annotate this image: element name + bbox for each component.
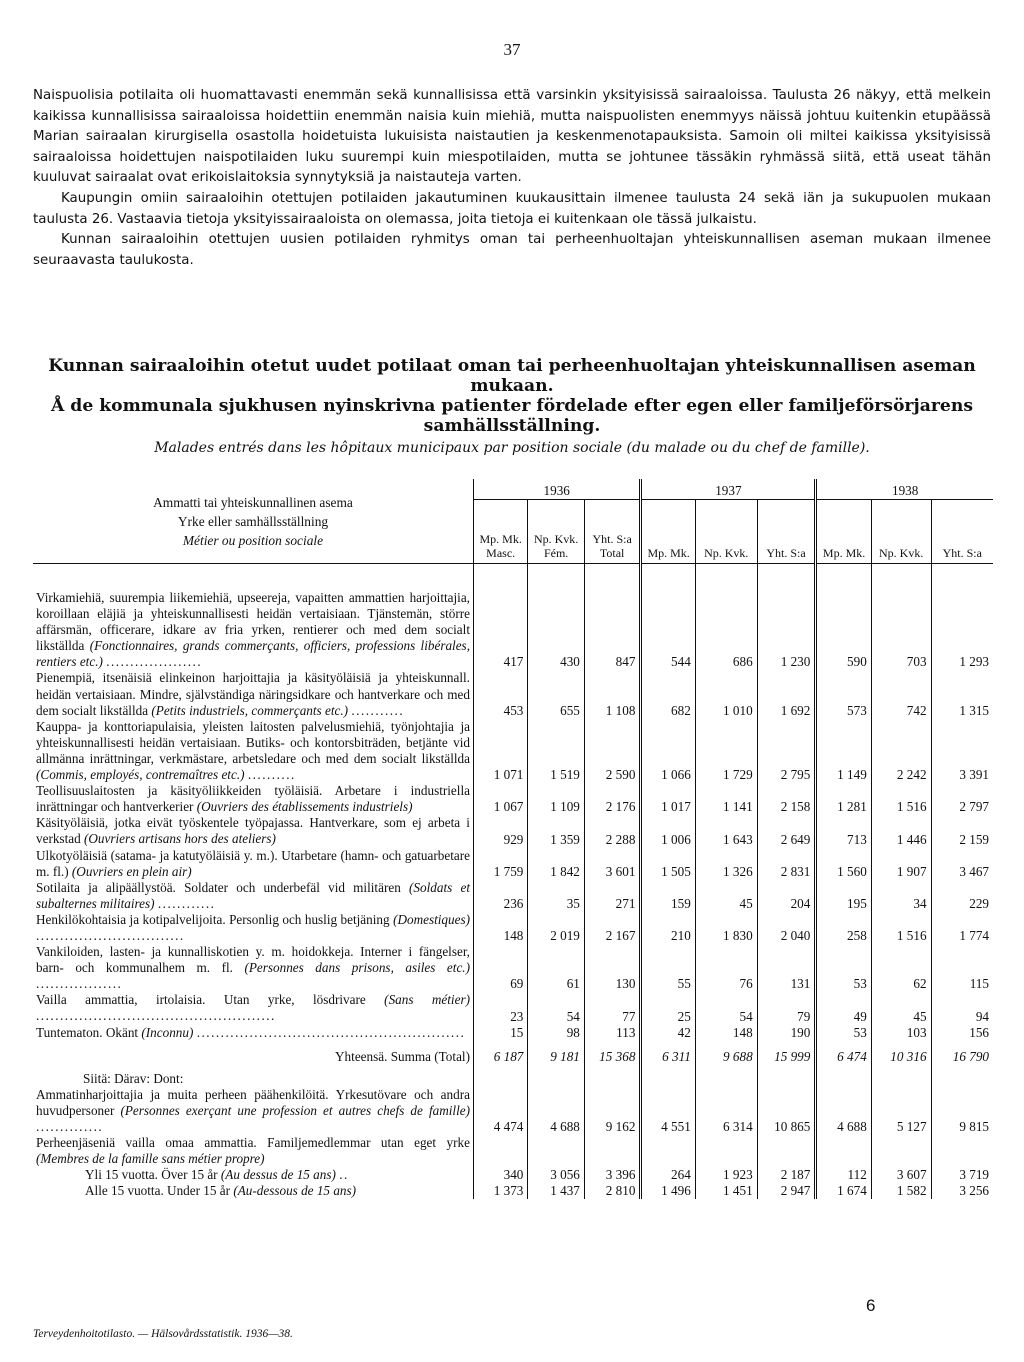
row-label — [33, 1025, 473, 1041]
value-cell: 61 — [528, 944, 585, 992]
spacer-cell — [528, 564, 585, 591]
value-cell: 55 — [641, 944, 695, 992]
header-label-sv: Yrke eller samhällsställning — [177, 513, 329, 529]
row-label-french: (Domestiques) — [393, 911, 470, 927]
subcolumn-header: Np. Kvk. Fém. — [528, 500, 585, 564]
page-number: 37 — [503, 40, 521, 59]
row-label-french: (Soldats et subalternes militaires) — [36, 879, 470, 911]
value-cell: 53 — [816, 1025, 871, 1041]
leader-dots: ........... — [351, 702, 405, 718]
value-cell: 655 — [528, 670, 585, 718]
value-cell: 1 923 — [695, 1167, 757, 1183]
row-label-french: (Personnes dans prisons, asiles etc.) — [244, 960, 470, 976]
subcolumn-header: Mp. Mk. Masc. — [473, 500, 527, 564]
value-cell: 148 — [473, 912, 527, 944]
value-cell: 1 560 — [816, 848, 871, 880]
value-cell: 69 — [473, 944, 527, 992]
row-label — [33, 944, 473, 992]
subset-row — [33, 1183, 993, 1199]
value-cell: 1 373 — [473, 1183, 527, 1199]
value-cell: 1 451 — [695, 1183, 757, 1199]
value-cell: 1 643 — [695, 815, 757, 847]
value-cell: 195 — [816, 880, 871, 912]
value-cell: 9 162 — [584, 1087, 641, 1135]
subcolumn-header: Yht. S:a Total — [584, 500, 641, 564]
value-cell: 23 — [473, 992, 527, 1024]
value-cell: 76 — [695, 944, 757, 992]
row-label-french: (Ouvriers en plein air) — [71, 863, 192, 879]
value-cell: 2 158 — [757, 783, 816, 815]
intro-paragraph-3: Kunnan sairaaloihin otettujen uusien potilaiden ryhmitys oman tai perheenhuoltajan yhteiskunnallisen aseman mukaan ilmenee seuraavasta taulukosta. — [33, 232, 991, 268]
header-label-cell — [33, 479, 473, 564]
row-label-french: (Au-dessous de 15 ans) — [233, 1183, 357, 1199]
value-cell: 590 — [816, 590, 871, 670]
value-cell: 204 — [757, 880, 816, 912]
table-row — [33, 880, 993, 912]
table-row — [33, 848, 993, 880]
value-cell — [816, 1135, 871, 1167]
value-cell: 79 — [757, 992, 816, 1024]
table-heading — [33, 356, 991, 458]
value-cell: 1 109 — [528, 783, 585, 815]
value-cell: 1 230 — [757, 590, 816, 670]
year-1938: 1938 — [816, 479, 993, 500]
row-label-text: Perheenjäseniä vailla omaa ammattia. Familjemedlemmar utan eget yrke — [36, 1135, 470, 1151]
value-cell: 264 — [641, 1167, 695, 1183]
value-cell: 5 127 — [871, 1087, 931, 1135]
value-cell: 1 066 — [641, 719, 695, 783]
value-cell: 3 256 — [959, 1183, 989, 1199]
value-cell: 340 — [473, 1167, 527, 1183]
year-1936: 1936 — [473, 479, 640, 500]
value-cell: 112 — [816, 1167, 871, 1183]
total-row — [33, 1041, 993, 1065]
heading-finnish: Kunnan sairaaloihin otetut uudet potilaat oman tai perheenhuoltajan yhteiskunnallisen aseman mukaan. — [48, 356, 976, 396]
value-cell: 2 649 — [757, 815, 816, 847]
value-cell — [584, 1135, 641, 1167]
value-cell: 54 — [695, 992, 757, 1024]
total-value-cell: 6 311 — [641, 1041, 695, 1065]
value-cell — [931, 1135, 993, 1167]
value-cell: 54 — [528, 992, 585, 1024]
value-cell — [641, 1135, 695, 1167]
total-value-cell: 15 999 — [757, 1041, 816, 1065]
leader-dots: .................. — [36, 976, 123, 992]
row-label — [33, 912, 473, 944]
value-cell: 94 — [975, 1008, 989, 1024]
value-cell: 1 674 — [816, 1183, 871, 1199]
value-cell — [473, 1135, 527, 1167]
row-label-text: Henkilökohtaisia ja kotipalvelijoita. Personlig och huslig betjäning — [36, 911, 390, 927]
value-cell: 847 — [584, 590, 641, 670]
value-cell: 229 — [969, 895, 989, 911]
row-label-text: Pienempiä, itsenäisiä elinkeinon harjoittajia ja käsityöläisiä ja yhteiskunnall. heidän vertaisiaan. Mindre, självständiga näringsidkare och hantverkare och med dem socialt likställda — [36, 670, 470, 718]
value-cell: 1 281 — [816, 783, 871, 815]
value-cell: 2 019 — [528, 912, 585, 944]
value-cell: 2 176 — [584, 783, 641, 815]
row-label-french: (Personnes exerçant une profession et autres chefs de famille) — [120, 1102, 470, 1118]
value-cell: 2 795 — [757, 719, 816, 783]
spacer-cell — [816, 564, 871, 591]
row-label-text: Vailla ammattia, irtolaisia. Utan yrke, lösdrivare — [36, 992, 366, 1008]
spacer-cell — [757, 564, 816, 591]
leader-dots: ........................................................ — [196, 1024, 466, 1040]
value-cell: 1 017 — [641, 783, 695, 815]
value-cell: 417 — [473, 590, 527, 670]
value-cell: 1 149 — [816, 719, 871, 783]
subset-empty-cell — [931, 1065, 993, 1087]
value-cell: 130 — [584, 944, 641, 992]
table-row — [33, 590, 993, 670]
value-cell: 258 — [816, 912, 871, 944]
table-row — [33, 719, 993, 783]
value-cell: 6 314 — [695, 1087, 757, 1135]
row-label-text: Alle 15 vuotta. Under 15 år — [85, 1183, 231, 1199]
leader-dots: ............ — [157, 895, 216, 911]
value-cell: 453 — [473, 670, 527, 718]
value-cell: 1 293 — [959, 654, 989, 670]
leader-dots: .......... — [247, 767, 296, 783]
row-label-text: Kauppa- ja konttoriapulaisia, yleisten laitosten palvelusmiehiä, työnjohtajia ja yhteiskunnallisesti heidän vertaisiaan. Butiks- och kontorsbiträden, betjänte vid allmänna inrättningar, verkmästare, arbetsledare och med dem socialt likställda — [36, 718, 470, 766]
row-label-french: (Petits industriels, commerçants etc.) — [151, 702, 349, 718]
value-cell: 1 446 — [871, 815, 931, 847]
subcolumn-header: Yht. S:a — [757, 500, 816, 564]
row-label-text: Virkamiehiä, suurempia liikemiehiä, upseereja, vapaitten ammattien harjoittajia, koroillaan eläjiä ja yhteiskunnallisesti heidän vertaisiaan. Tjänstemän, större affärsmän, officerare, idkare av fria yrken, rentierer och med dem socialt likställda — [36, 590, 470, 654]
subset-empty-cell — [757, 1065, 816, 1087]
value-cell: 98 — [528, 1025, 585, 1041]
value-cell: 1 519 — [528, 719, 585, 783]
row-label-french: (Sans métier) — [384, 992, 470, 1008]
row-label-french: (Au dessus de 15 ans) — [220, 1167, 336, 1183]
row-label-text: Sotilaita ja alipäällystöä. Soldater och underbefäl vid militären — [36, 879, 401, 895]
subset-row — [33, 1135, 993, 1167]
row-label — [33, 1167, 473, 1183]
row-label — [33, 1135, 473, 1167]
heading-swedish: Å de kommunala sjukhusen nyinskrivna patienter fördelade efter egen eller familjeförsörjarens samhällsställning. — [50, 396, 973, 436]
spacer-cell — [871, 564, 931, 591]
total-value-cell: 10 316 — [871, 1041, 931, 1065]
header-row-years — [33, 479, 993, 500]
value-cell — [528, 1135, 585, 1167]
subcolumn-header: Mp. Mk. — [816, 500, 871, 564]
value-cell: 103 — [871, 1025, 931, 1041]
row-label-text: Ammatinharjoittajia ja muita perheen päähenkilöitä. Yrkesutövare och andra huvudpersoner — [36, 1086, 470, 1118]
value-cell: 9 815 — [959, 1119, 989, 1135]
value-cell: 159 — [641, 880, 695, 912]
spacer-cell — [931, 564, 993, 591]
value-cell: 1 516 — [871, 912, 931, 944]
value-cell: 42 — [641, 1025, 695, 1041]
statistics-table — [33, 479, 993, 1199]
row-label — [33, 992, 473, 1024]
value-cell: 742 — [871, 670, 931, 718]
footer-sheet-number: 6 — [866, 1296, 876, 1315]
total-value-cell: 16 790 — [952, 1048, 989, 1064]
total-value-cell: 9 688 — [695, 1041, 757, 1065]
subset-empty-cell — [695, 1065, 757, 1087]
row-label-text: Vankiloiden, lasten- ja kunnalliskotien y. m. hoidokkeja. Interner i fängelser, barn- och kommunalhem m. fl. — [36, 944, 470, 976]
row-label — [33, 1183, 473, 1199]
total-value-cell: 15 368 — [584, 1041, 641, 1065]
value-cell: 4 551 — [641, 1087, 695, 1135]
subset-empty-cell — [584, 1065, 641, 1087]
row-label-french: (Commis, employés, contremaîtres etc.) — [36, 767, 245, 783]
value-cell: 115 — [969, 976, 989, 992]
subcolumn-header: Mp. Mk. — [641, 500, 695, 564]
table-row — [33, 944, 993, 992]
value-cell: 15 — [473, 1025, 527, 1041]
subcolumn-header: Np. Kvk. — [695, 500, 757, 564]
value-cell: 25 — [641, 992, 695, 1024]
value-cell: 682 — [641, 670, 695, 718]
row-label — [33, 1087, 473, 1135]
value-cell: 1 907 — [871, 848, 931, 880]
table-body — [33, 564, 993, 1200]
value-cell: 210 — [641, 912, 695, 944]
value-cell: 1 141 — [695, 783, 757, 815]
intro-paragraph-1: Naispuolisia potilaita oli huomattavasti enemmän sekä kunnallisissa että varsinkin yksityisissä sairaaloissa. Taulusta 26 näkyy, että melkein kaikissa kunnallisissa sairaaloissa hoidettiin enemmän naisia kuin miehiä, mutta naispuolisten enemmyys näissä johtuu kuitenkin etupäässä Marian sairaalan kirurgisella osastolla hoidetuista lukuisista naistautien ja keskenmenotapauksista. Samoin oli miltei kaikissa yksityisissä sairaaloissa hoidettujen naispotilaiden luku suurempi kuin miespotilaiden, mutta se johtunee tässäkin ryhmässä siitä, että useat tähän kuuluvat sairaalat ovat erikoislaitoksia synnytyksiä ja naistauteja varten. — [33, 88, 991, 186]
value-cell: 713 — [816, 815, 871, 847]
table-row — [33, 912, 993, 944]
value-cell: 2 167 — [584, 912, 641, 944]
leader-dots: .................... — [106, 654, 203, 670]
row-label — [33, 670, 473, 718]
value-cell: 1 006 — [641, 815, 695, 847]
value-cell: 35 — [528, 880, 585, 912]
table-row — [33, 992, 993, 1024]
value-cell: 1 437 — [528, 1183, 585, 1199]
value-cell: 686 — [695, 590, 757, 670]
value-cell: 1 359 — [528, 815, 585, 847]
value-cell: 1 010 — [695, 670, 757, 718]
leader-dots: .. — [339, 1167, 349, 1183]
row-label-text: Yli 15 vuotta. Över 15 år — [85, 1167, 218, 1183]
value-cell: 53 — [816, 944, 871, 992]
value-cell: 1 582 — [871, 1183, 931, 1199]
value-cell: 45 — [871, 992, 931, 1024]
value-cell: 3 056 — [528, 1167, 585, 1183]
value-cell: 2 242 — [871, 719, 931, 783]
spacer-cell — [695, 564, 757, 591]
total-value-cell: 6 474 — [816, 1041, 871, 1065]
value-cell — [695, 1135, 757, 1167]
value-cell: 2 947 — [757, 1183, 816, 1199]
row-label-french: (Membres de la famille sans métier propre) — [36, 1151, 265, 1167]
subset-empty-cell — [528, 1065, 585, 1087]
value-cell: 1 496 — [641, 1183, 695, 1199]
value-cell: 1 108 — [584, 670, 641, 718]
row-label-text: Ulkotyöläisiä (satama- ja katutyöläisiä y. m.). Utarbetare (hamn- och gatuarbetare m. fl.) — [36, 847, 470, 879]
value-cell: 1 830 — [695, 912, 757, 944]
total-value-cell: 9 181 — [528, 1041, 585, 1065]
value-cell: 1 729 — [695, 719, 757, 783]
value-cell: 2 590 — [584, 719, 641, 783]
row-label-french: (Ouvriers des établissements industriels) — [196, 799, 413, 815]
value-cell: 10 865 — [757, 1087, 816, 1135]
value-cell: 3 391 — [959, 767, 989, 783]
subset-empty-cell — [816, 1065, 871, 1087]
row-label — [33, 719, 473, 783]
subcolumn-header: Yht. S:a — [931, 500, 993, 564]
value-cell: 49 — [816, 992, 871, 1024]
value-cell: 236 — [473, 880, 527, 912]
spacer-cell — [584, 564, 641, 591]
intro-paragraph-2: Kaupungin omiin sairaaloihin otettujen potilaiden jakautuminen kuukausittain ilmenee taulusta 24 sekä iän ja sukupuolen mukaan taulusta 26. Vastaavia tietoja yksityissairaaloista on olemassa, joita tietoja ei kuitenkaan ole tässä julkaistu. — [33, 190, 991, 227]
value-cell: 3 601 — [584, 848, 641, 880]
value-cell: 1 692 — [757, 670, 816, 718]
value-cell: 77 — [584, 992, 641, 1024]
intro-text — [33, 86, 991, 271]
value-cell: 131 — [757, 944, 816, 992]
value-cell: 62 — [871, 944, 931, 992]
subset-row — [33, 1167, 993, 1183]
subcolumn-header: Np. Kvk. — [871, 500, 931, 564]
leader-dots: .............. — [36, 1119, 104, 1134]
row-label-text: Teollisuuslaitosten ja käsityöliikkeiden työläisiä. Arbetare i industriella inrättningar och hantverkerier — [36, 783, 470, 815]
value-cell — [871, 1135, 931, 1167]
row-label-french: (Inconnu) — [141, 1024, 194, 1040]
row-label — [33, 783, 473, 815]
heading-french: Malades entrés dans les hôpitaux municipaux par position sociale (du malade ou du chef de famille). — [154, 440, 870, 456]
value-cell: 2 159 — [959, 831, 989, 847]
value-cell: 3 607 — [871, 1167, 931, 1183]
year-1937: 1937 — [641, 479, 816, 500]
total-value-cell: 6 187 — [473, 1041, 527, 1065]
value-cell: 2 187 — [757, 1167, 816, 1183]
value-cell: 544 — [641, 590, 695, 670]
value-cell: 34 — [871, 880, 931, 912]
value-cell: 4 474 — [473, 1087, 527, 1135]
value-cell: 2 288 — [584, 815, 641, 847]
value-cell: 1 315 — [959, 702, 989, 718]
value-cell: 113 — [584, 1025, 641, 1041]
value-cell: 1 326 — [695, 848, 757, 880]
table-row — [33, 783, 993, 815]
value-cell — [757, 1135, 816, 1167]
value-cell: 271 — [584, 880, 641, 912]
row-label-text: Käsityöläisiä, jotka eivät työskentele työpajassa. Hantverkare, som ej arbeta i verkstad — [36, 815, 470, 847]
subset-empty-cell — [871, 1065, 931, 1087]
leader-dots: .................................................. — [36, 1008, 276, 1024]
value-cell: 573 — [816, 670, 871, 718]
value-cell: 703 — [871, 590, 931, 670]
header-label-fi: Ammatti tai yhteiskunnallinen asema — [153, 494, 353, 510]
value-cell: 3 467 — [959, 863, 989, 879]
footer-source: Terveydenhoitotilasto. — Hälsovårdsstatistik. 1936—38. — [33, 1328, 293, 1340]
value-cell: 2 040 — [757, 912, 816, 944]
row-label — [33, 880, 473, 912]
spacer-cell — [641, 564, 695, 591]
value-cell: 1 774 — [959, 928, 989, 944]
value-cell: 1 071 — [473, 719, 527, 783]
row-label — [33, 815, 473, 847]
subset-header-row — [33, 1065, 993, 1087]
subset-empty-cell — [473, 1065, 527, 1087]
spacer-cell — [33, 564, 473, 591]
value-cell: 1 067 — [473, 783, 527, 815]
row-label-french: (Ouvriers artisans hors des ateliers) — [83, 831, 276, 847]
header-label-fr: Métier ou position sociale — [182, 532, 324, 548]
value-cell: 1 516 — [871, 783, 931, 815]
value-cell: 190 — [757, 1025, 816, 1041]
value-cell: 4 688 — [816, 1087, 871, 1135]
subset-label: Siitä: Därav: Dont: — [33, 1065, 473, 1087]
value-cell: 2 797 — [959, 799, 989, 815]
total-label: Yhteensä. Summa (Total) — [33, 1041, 473, 1065]
table-row — [33, 1025, 993, 1041]
row-label-french: (Fonctionnaires, grands commerçants, officiers, professions libérales, rentiers etc.) — [36, 638, 470, 670]
value-cell: 45 — [695, 880, 757, 912]
subset-empty-cell — [641, 1065, 695, 1087]
value-cell: 1 759 — [473, 848, 527, 880]
table-row — [33, 815, 993, 847]
spacer-cell — [473, 564, 527, 591]
row-label-text: Tuntematon. Okänt — [36, 1024, 139, 1040]
value-cell: 3 719 — [959, 1167, 989, 1183]
subset-row — [33, 1087, 993, 1135]
leader-dots: ............................... — [36, 927, 185, 943]
value-cell: 3 396 — [584, 1167, 641, 1183]
row-label — [33, 590, 473, 670]
value-cell: 156 — [969, 1024, 989, 1040]
value-cell: 2 831 — [757, 848, 816, 880]
value-cell: 1 842 — [528, 848, 585, 880]
value-cell: 4 688 — [528, 1087, 585, 1135]
table-row — [33, 670, 993, 718]
value-cell: 1 505 — [641, 848, 695, 880]
value-cell: 430 — [528, 590, 585, 670]
row-label — [33, 848, 473, 880]
value-cell: 2 810 — [584, 1183, 641, 1199]
spacer-row — [33, 564, 993, 591]
value-cell: 929 — [473, 815, 527, 847]
value-cell: 148 — [695, 1025, 757, 1041]
